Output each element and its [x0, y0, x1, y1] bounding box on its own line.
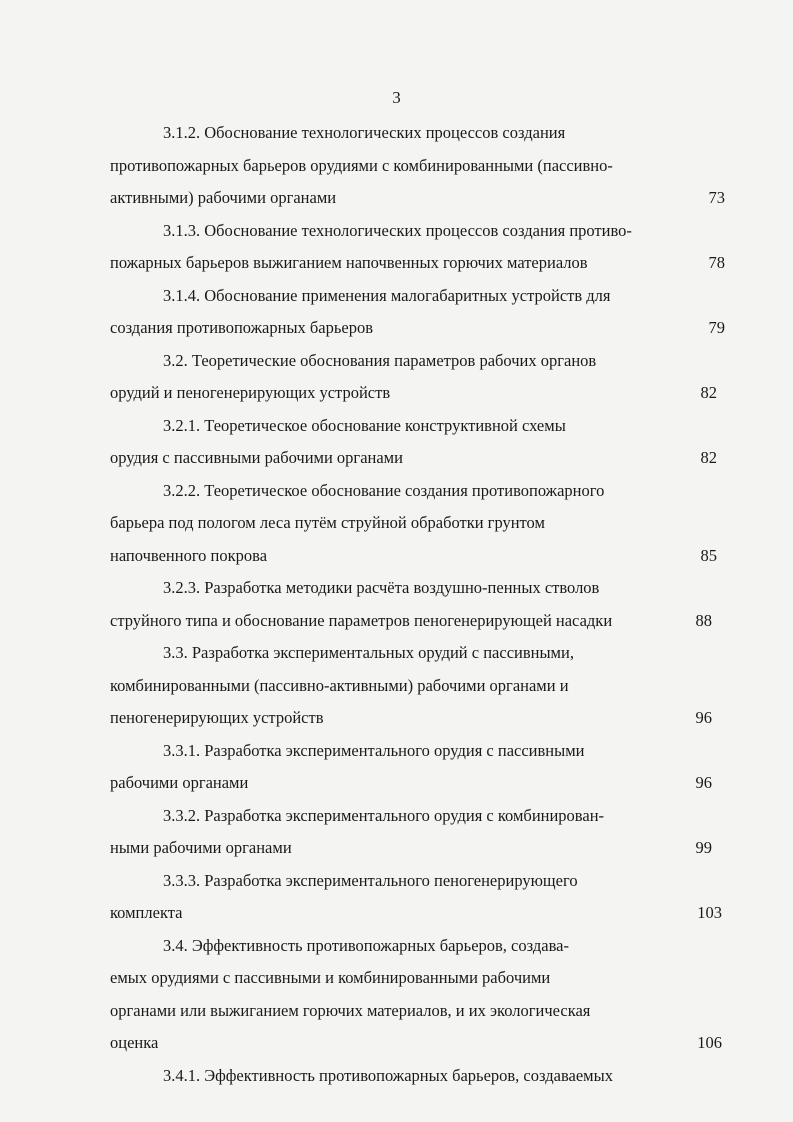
toc-entry	[0, 410, 793, 475]
toc-entry	[0, 930, 793, 1060]
toc-entry	[0, 1060, 793, 1093]
toc-entry	[0, 345, 793, 410]
toc-entry-title: 3.1.4. Обоснование применения малогабаритных устройств для	[163, 285, 611, 305]
toc-entry-title: 3.3.2. Разработка экспериментального орудия с комбинирован-	[163, 805, 605, 825]
toc-entry-continuation: активными) рабочими органами 73	[0, 182, 793, 215]
toc-entry	[0, 475, 793, 573]
toc-entry-continuation: противопожарных барьеров орудиями с комбинированными (пассивно-	[110, 155, 613, 175]
toc-page-number: 99	[695, 838, 712, 857]
toc-entry	[0, 637, 793, 735]
toc-entry-title: 3.2.1. Теоретическое обоснование конструктивной схемы	[163, 415, 566, 435]
toc-page-number: 78	[708, 253, 725, 272]
toc-entry-title: 3.2.2. Теоретическое обоснование создания противопожарного	[163, 480, 605, 500]
toc-entry	[0, 280, 793, 345]
toc-page-number: 96	[695, 773, 712, 792]
toc-entry-title: 3.3.3. Разработка экспериментального пеногенерирующего	[163, 870, 578, 890]
toc-entry-title: 3.2. Теоретические обоснования параметров рабочих органов	[163, 350, 597, 370]
toc-entry-continuation: органами или выжиганием горючих материалов, и их экологическая	[110, 1000, 591, 1020]
toc-entry-title: 3.3. Разработка экспериментальных орудий с пассивными,	[163, 643, 574, 662]
toc-entry-title: 3.1.2. Обоснование технологических процессов создания	[163, 123, 566, 142]
toc-page-number: 73	[708, 188, 725, 207]
toc-page-number: 82	[700, 448, 717, 467]
toc-entry-title: 3.2.3. Разработка методики расчёта воздушно-пенных стволов	[163, 578, 600, 597]
toc-entry-title: 3.4. Эффективность противопожарных барьеров, создава-	[163, 935, 569, 955]
toc-entry-continuation: оценка 106	[0, 1027, 793, 1060]
toc-entry-continuation: орудий и пеногенерирующих устройств 82	[0, 377, 793, 410]
toc-entry	[0, 215, 793, 280]
toc-entry	[0, 117, 793, 215]
toc-entry	[0, 865, 793, 930]
toc-page-number: 79	[708, 318, 725, 337]
page-number: 3	[392, 88, 401, 107]
toc-entry-continuation: напочвенного покрова 85	[0, 540, 793, 573]
toc-page-number: 106	[697, 1033, 722, 1052]
toc-page-number: 96	[695, 708, 712, 727]
toc-entry	[0, 735, 793, 800]
toc-entry	[0, 572, 793, 637]
toc-entry-continuation: комбинированными (пассивно-активными) рабочими органами и	[110, 675, 569, 695]
toc-entry-title: 3.4.1. Эффективность противопожарных барьеров, создаваемых	[163, 1065, 613, 1085]
toc-entry-continuation: орудия с пассивными рабочими органами 82	[0, 442, 793, 475]
toc-entry-continuation: рабочими органами 96	[0, 767, 793, 800]
toc-entry-continuation: барьера под пологом леса путём струйной обработки грунтом	[110, 513, 545, 532]
toc-entry-title: 3.3.1. Разработка экспериментального орудия с пассивными	[163, 740, 585, 760]
toc-entry-continuation: пеногенерирующих устройств 96	[0, 702, 793, 735]
table-of-contents	[0, 117, 793, 1092]
toc-entry-continuation: пожарных барьеров выжиганием напочвенных горючих материалов 78	[0, 247, 793, 280]
toc-page-number: 82	[700, 383, 717, 402]
toc-entry-continuation: струйного типа и обоснование параметров пеногенерирующей насадки 88	[0, 605, 793, 638]
toc-entry	[0, 800, 793, 865]
toc-page-number: 103	[697, 903, 722, 922]
toc-entry-continuation: емых орудиями с пассивными и комбинированными рабочими	[110, 968, 551, 987]
toc-entry-title: 3.1.3. Обоснование технологических процессов создания противо-	[163, 220, 632, 240]
toc-page-number: 88	[695, 610, 712, 630]
toc-page-number: 85	[700, 545, 717, 565]
toc-entry-continuation: ными рабочими органами 99	[0, 832, 793, 865]
toc-entry-continuation: создания противопожарных барьеров 79	[0, 312, 793, 345]
toc-entry-continuation: комплекта 103	[0, 897, 793, 930]
